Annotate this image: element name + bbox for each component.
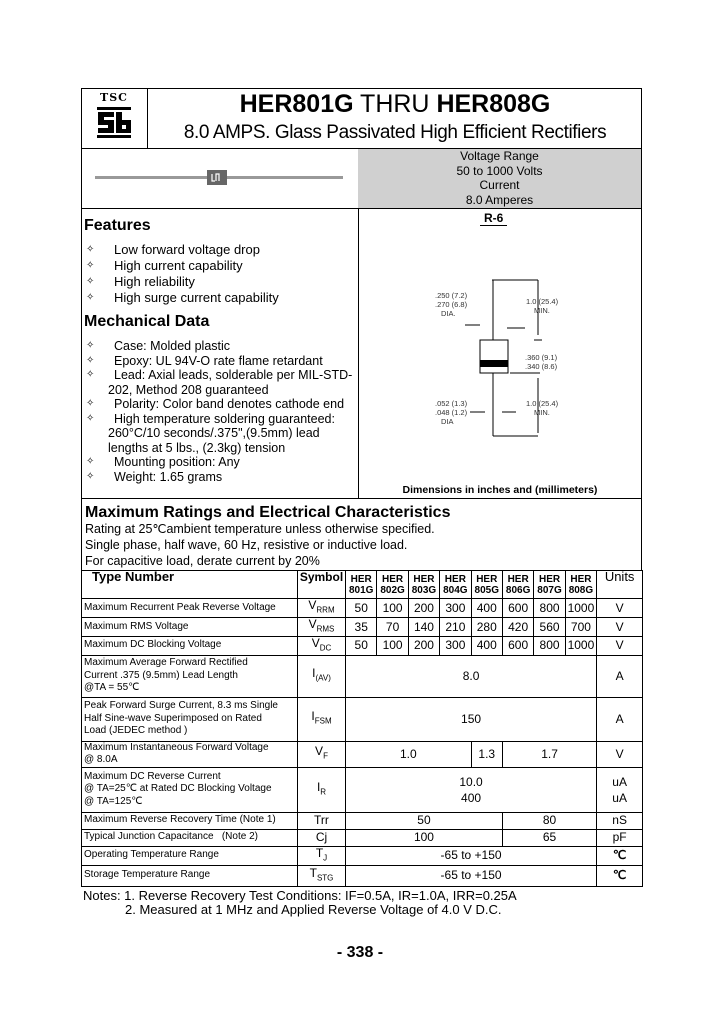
table-cell: HER 806G xyxy=(502,571,533,599)
table-cell: 200 xyxy=(408,636,439,655)
table-cell: 700 xyxy=(565,617,596,636)
table-cell: 280 xyxy=(471,617,502,636)
table-cell: 600 xyxy=(502,599,533,618)
dim-label: .052 (1.3) xyxy=(435,399,468,408)
table-cell: A xyxy=(597,655,643,697)
table-cell: HER 801G xyxy=(346,571,377,599)
table-cell: Symbol xyxy=(298,571,346,599)
feature-item: ✧ High surge current capability xyxy=(86,290,279,305)
table-cell: 100 xyxy=(377,636,408,655)
dimension-drawing xyxy=(360,210,640,500)
table-and-notes xyxy=(81,570,642,917)
table-cell: 8.0 xyxy=(346,655,597,697)
table-cell: $V_{RRM}$ xyxy=(298,599,346,618)
table-cell: Maximum Instantaneous Forward Voltage @ 8.0A xyxy=(82,741,298,767)
table-cell: 420 xyxy=(502,617,533,636)
note-1: Notes: 1. Reverse Recovery Test Conditions: IF=0.5A, IR=1.0A, IRR=0.25A xyxy=(83,887,517,903)
characteristics-table xyxy=(81,570,643,887)
table-cell: uA uA xyxy=(597,767,643,812)
table-cell: 1.0 xyxy=(346,741,472,767)
table-cell: V xyxy=(597,636,643,655)
table-cell: 300 xyxy=(440,599,471,618)
table-cell: 70 xyxy=(377,617,408,636)
table-cell: -65 to +150 xyxy=(346,865,597,886)
table-cell: 50 xyxy=(346,812,503,829)
table-cell: HER 808G xyxy=(565,571,596,599)
table-cell: Storage Temperature Range xyxy=(82,865,298,886)
dim-label: .360 (9.1) xyxy=(525,353,558,362)
table-cell: Trr xyxy=(298,812,346,829)
table-cell: 300 xyxy=(440,636,471,655)
table-cell: 150 xyxy=(346,697,597,741)
table-cell: 200 xyxy=(408,599,439,618)
table-row xyxy=(82,865,643,886)
dim-label: .250 (7.2) xyxy=(435,291,468,300)
table-cell: 800 xyxy=(534,636,565,655)
table-cell: 100 xyxy=(346,829,503,846)
table-cell: ℃ xyxy=(597,865,643,886)
note-2: 2. Measured at 1 MHz and Applied Reverse Voltage of 4.0 V D.C. xyxy=(125,901,502,917)
rating-note: Single phase, half wave, 60 Hz, resistive or inductive load. xyxy=(85,538,408,552)
table-cell: $I_{FSM}$ xyxy=(298,697,346,741)
table-cell: Maximum Recurrent Peak Reverse Voltage xyxy=(82,599,298,618)
table-cell: Maximum DC Blocking Voltage xyxy=(82,636,298,655)
table-row xyxy=(82,599,643,618)
mech-item: ✧ Polarity: Color band denotes cathode end xyxy=(86,397,345,411)
table-cell: 1000 xyxy=(565,599,596,618)
divider xyxy=(358,208,359,499)
mech-item: lengths at 5 lbs., (2.3kg) tension xyxy=(108,440,286,455)
table-cell: A xyxy=(597,697,643,741)
table-row xyxy=(82,812,643,829)
features-title: Features xyxy=(84,217,151,234)
table-cell: V xyxy=(597,617,643,636)
table-cell: HER 802G xyxy=(377,571,408,599)
table-cell: 600 xyxy=(502,636,533,655)
subtitle: 8.0 AMPS. Glass Passivated High Efficient Rectifiers xyxy=(183,122,607,143)
table-cell: 1000 xyxy=(565,636,596,655)
table-cell: 140 xyxy=(408,617,439,636)
notes xyxy=(83,889,642,917)
mech-item: ✧ Epoxy: UL 94V-O rate flame retardant xyxy=(86,353,323,368)
mechanical-title: Mechanical Data xyxy=(84,313,210,330)
tsc-logo xyxy=(81,88,148,149)
table-cell: nS xyxy=(597,812,643,829)
table-cell: Type Number xyxy=(82,571,298,599)
mech-item: ✧ High temperature soldering guaranteed: xyxy=(86,411,335,426)
table-cell: Operating Temperature Range xyxy=(82,846,298,865)
table-cell: 400 xyxy=(471,599,502,618)
logo-mark-icon xyxy=(81,104,148,144)
table-cell: 210 xyxy=(440,617,471,636)
table-cell: V xyxy=(597,599,643,618)
table-cell: 35 xyxy=(346,617,377,636)
table-cell: Typical Junction Capacitance (Note 2) xyxy=(82,829,298,846)
table-cell: $T_J$ xyxy=(298,846,346,865)
table-cell: Peak Forward Surge Current, 8.3 ms Single Half Sine-wave Superimposed on Rated Load (JEDEC method ) xyxy=(82,697,298,741)
table-cell: Maximum Average Forward Rectified Current .375 (9.5mm) Lead Length @TA = 55℃ xyxy=(82,655,298,697)
table-cell: 65 xyxy=(502,829,596,846)
table-cell: HER 803G xyxy=(408,571,439,599)
table-row xyxy=(82,829,643,846)
mech-item: 202, Method 208 guaranteed xyxy=(108,382,269,397)
table-cell: 1.7 xyxy=(502,741,596,767)
dim-label: MIN. xyxy=(534,306,550,315)
table-cell: V xyxy=(597,741,643,767)
table-cell: $V_F$ xyxy=(298,741,346,767)
table-cell: Maximum DC Reverse Current @ TA=25℃ at Rated DC Blocking Voltage @ TA=125℃ xyxy=(82,767,298,812)
feature-item: ✧ High current capability xyxy=(86,258,243,273)
table-cell: Maximum RMS Voltage xyxy=(82,617,298,636)
dim-label: DIA. xyxy=(441,309,456,318)
dim-label: 1.0 (25.4) xyxy=(526,297,559,306)
table-cell: HER 805G xyxy=(471,571,502,599)
dim-label: .048 (1.2) xyxy=(435,408,468,417)
table-cell: $T_{STG}$ xyxy=(298,865,346,886)
table-cell: $I_{(AV)}$ xyxy=(298,655,346,697)
rating-note: Rating at 25℃ambient temperature unless otherwise specified. xyxy=(85,522,435,536)
ratings-summary: Voltage Range 50 to 1000 Volts Current 8.0 Amperes xyxy=(358,149,641,208)
table-cell: 1.3 xyxy=(471,741,502,767)
table-cell: $V_{RMS}$ xyxy=(298,617,346,636)
max-ratings-section xyxy=(81,498,642,571)
table-cell: Maximum Reverse Recovery Time (Note 1) xyxy=(82,812,298,829)
feature-item: ✧ High reliability xyxy=(86,274,195,289)
table-row xyxy=(82,741,643,767)
table-cell: $I_R$ xyxy=(298,767,346,812)
table-cell: ℃ xyxy=(597,846,643,865)
mech-item: ✧ Weight: 1.65 grams xyxy=(86,469,223,484)
table-cell: 80 xyxy=(502,812,596,829)
table-row xyxy=(82,617,643,636)
feature-item: ✧ Low forward voltage drop xyxy=(86,242,260,257)
dim-label: 1.0 (25.4) xyxy=(526,399,559,408)
features-block xyxy=(84,217,354,484)
dim-label: .270 (6.8) xyxy=(435,300,468,309)
table-cell: pF xyxy=(597,829,643,846)
table-cell: 800 xyxy=(534,599,565,618)
dim-label: MIN. xyxy=(534,408,550,417)
mech-item: ✧ Lead: Axial leads, solderable per MIL-STD- xyxy=(86,368,353,382)
rating-note: For capacitive load, derate current by 20% xyxy=(85,554,320,568)
table-cell: 50 xyxy=(346,636,377,655)
table-row xyxy=(82,767,643,812)
page-title: HER801G THRU HER808G xyxy=(239,90,551,118)
max-ratings-title: Maximum Ratings and Electrical Characteristics xyxy=(85,504,451,521)
dimensions-caption: Dimensions in inches and (millimeters) xyxy=(402,484,598,496)
diode-image-icon xyxy=(95,168,345,188)
table-row xyxy=(82,636,643,655)
table-cell: -65 to +150 xyxy=(346,846,597,865)
table-header-row xyxy=(82,571,643,599)
dim-label: DIA xyxy=(441,417,454,426)
package-label: R-6 xyxy=(480,211,507,226)
mech-item: ✧ Mounting position: Any xyxy=(86,455,240,469)
table-row xyxy=(82,655,643,697)
table-cell: Units xyxy=(597,571,643,599)
mech-item: ✧ Case: Molded plastic xyxy=(86,339,231,353)
table-cell: 400 xyxy=(471,636,502,655)
table-cell: HER 804G xyxy=(440,571,471,599)
table-cell: 50 xyxy=(346,599,377,618)
dim-label: .340 (8.6) xyxy=(525,362,558,371)
table-row xyxy=(82,846,643,865)
table-cell: Cj xyxy=(298,829,346,846)
table-row xyxy=(82,697,643,741)
table-cell: $V_{DC}$ xyxy=(298,636,346,655)
table-cell: HER 807G xyxy=(534,571,565,599)
table-cell: 10.0 400 xyxy=(346,767,597,812)
table-cell: 560 xyxy=(534,617,565,636)
mech-item: 260°C/10 seconds/.375",(9.5mm) lead xyxy=(108,426,320,440)
table-cell: 100 xyxy=(377,599,408,618)
logo-text: TSC xyxy=(100,91,128,104)
page-number: - 338 - xyxy=(336,944,384,961)
